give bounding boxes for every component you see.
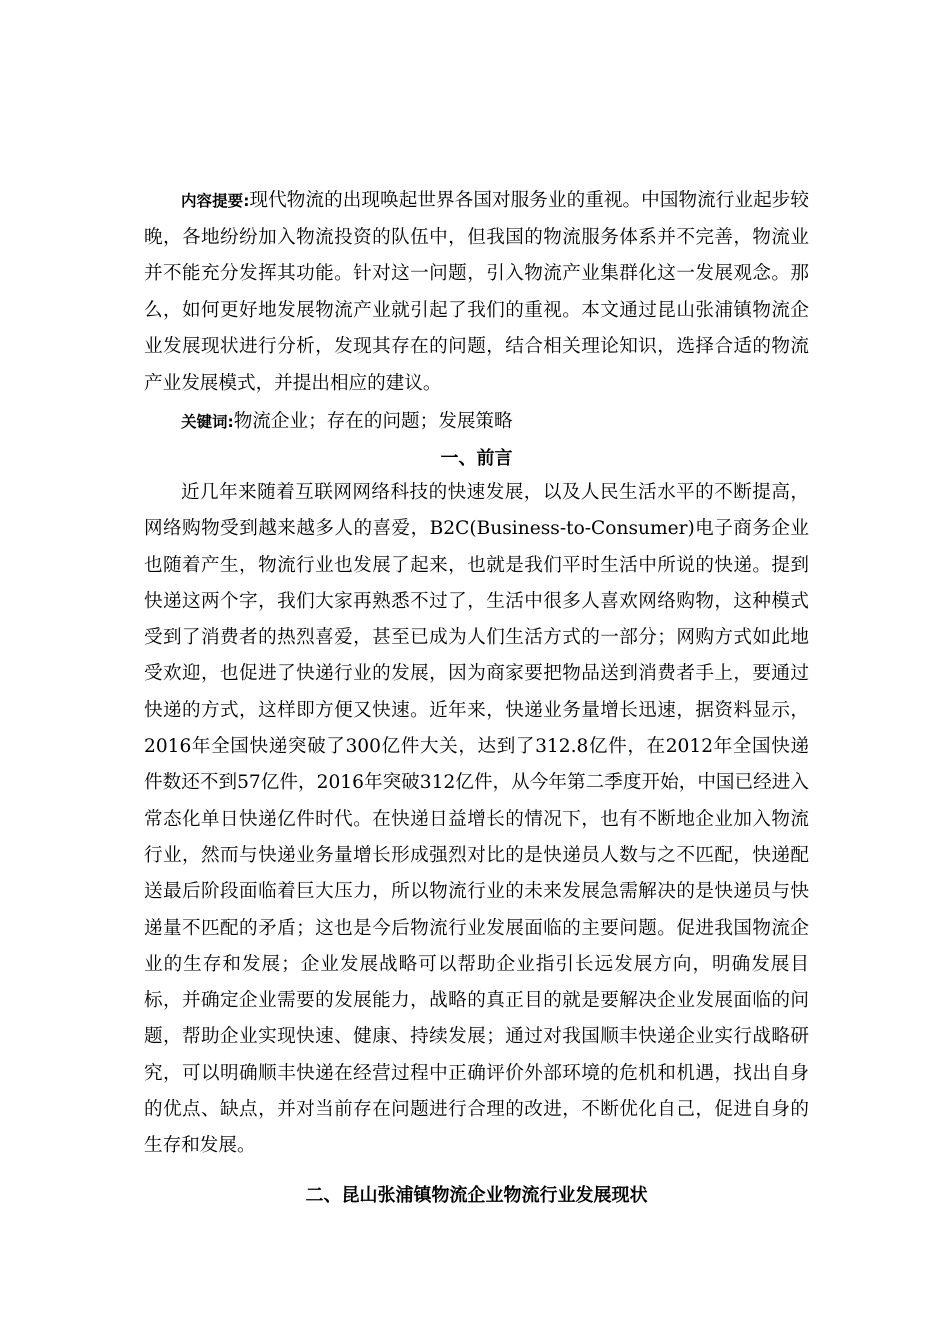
abstract-label: 内容提要: <box>181 192 250 210</box>
keywords-line <box>181 404 809 440</box>
keywords-text: 物流企业；存在的问题；发展策略 <box>233 411 513 432</box>
introduction-paragraph: 近几年来随着互联网网络科技的快速发展，以及人民生活水平的不断提高，网络购物受到越来越多人的喜爱，B2C(Business-to-Consumer)电子商务企业也随着产生，物流行业也发展了起来，也就是我们平时生活中所说的快递。提到快递这两个字，我们大家再熟悉不过了，生活中很多人喜欢网络购物，这种模式受到了消费者的热烈喜爱，甚至已成为人们生活方式的一部分；网购方式如此地受欢迎，也促进了快递行业的发展，因为商家要把物品送到消费者手上，要通过快递的方式，这样即方便又快速。近年来，快递业务量增长迅速，据资料显示，2016年全国快递突破了300亿件大关，达到了312.8亿件，在2012年全国快递件数还不到57亿件，2016年突破312亿件，从今年第二季度开始，中国已经进入常态化单日快递亿件时代。在快递日益增长的情况下，也有不断地企业加入物流行业，然而与快递业务量增长形成强烈对比的是快递员人数与之不匹配，快递配送最后阶段面临着巨大压力，所以物流行业的未来发展急需解决的是快递员与快递量不匹配的矛盾；这也是今后物流行业发展面临的主要问题。促进我国物流企业的生存和发展；企业发展战略可以帮助企业指引长远发展方向，明确发展目标，并确定企业需要的发展能力，战略的真正目的就是要解决企业发展面临的问题，帮助企业实现快速、健康、持续发展；通过对我国顺丰快递企业实行战略研究，可以明确顺丰快递在经营过程中正确评价外部环境的危机和机遇，找出自身的优点、缺点，并对当前存在问题进行合理的改进，不断优化自己，促进自身的生存和发展。 <box>144 482 809 1157</box>
keywords-label: 关键词: <box>181 413 234 431</box>
abstract-text: 现代物流的出现唤起世界各国对服务业的重视。中国物流行业起步较晚，各地纷纷加入物流投资的队伍中，但我国的物流服务体系并不完善，物流业并不能充分发挥其功能。针对这一问题，引入物流产业集群化这一发展观念。那么，如何更好地发展物流产业就引起了我们的重视。本文通过昆山张浦镇物流企业发展现状进行分析，发现其存在的问题，结合相关理论知识，选择合适的物流产业发展模式，并提出相应的建议。 <box>144 190 809 394</box>
section-heading-introduction: 一、前言 <box>440 448 513 469</box>
abstract-paragraph <box>144 183 809 402</box>
section-heading-status: 二、昆山张浦镇物流企业物流行业发展现状 <box>305 1185 648 1206</box>
